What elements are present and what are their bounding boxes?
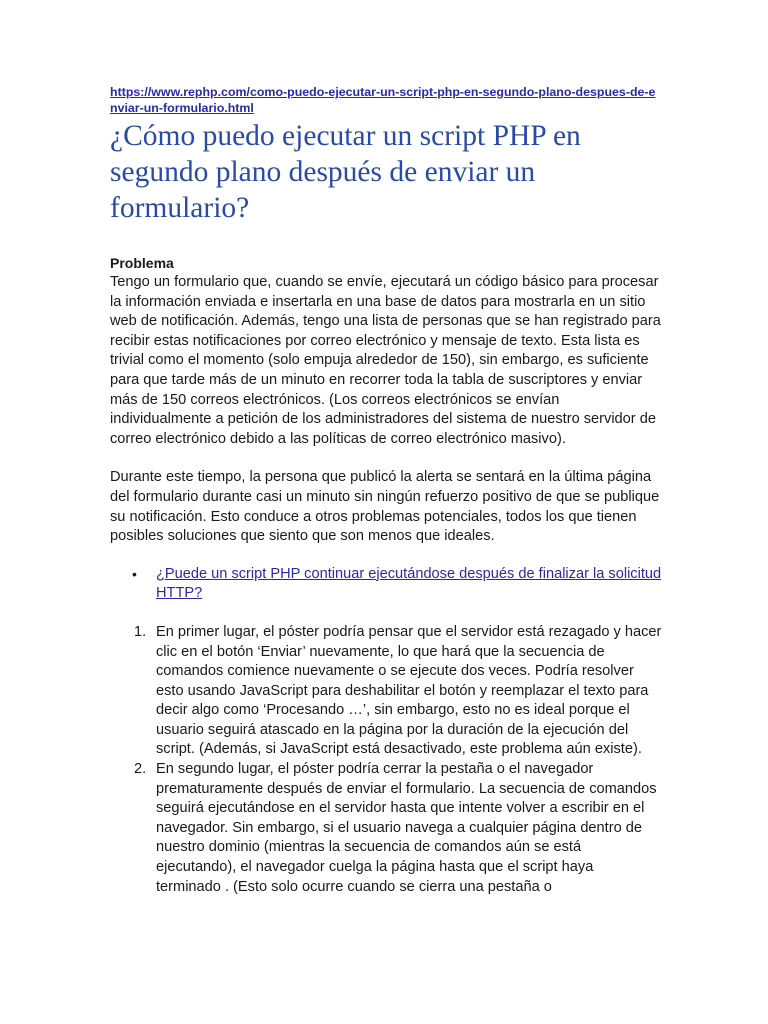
- list-item: [134, 623, 662, 760]
- related-links-list: [110, 565, 662, 604]
- paragraph-problem-description: Tengo un formulario que, cuando se envíe, ejecutará un código básico para procesar la información enviada e insertarla en una base de datos para mostrarla en un sitio web de notificación. Además, tengo una lista de personas que se han registrado para recibir estas notificaciones por correo electrónico y mensaje de texto. Esta lista es trivial como el momento (solo empuja alrededor de 150), sin embargo, es suficiente para que tarde más de un minuto en recorrer toda la tabla de suscriptores y enviar más de 150 correos electrónicos. (Los correos electrónicos se envían individualmente a petición de los administradores del sistema de nuestro servidor de correo electrónico debido a las políticas de correo electrónico masivo).: [110, 274, 661, 447]
- section-heading-problema: Problema: [110, 255, 174, 271]
- list-item: [132, 565, 662, 604]
- paragraph-waiting-time: Durante este tiempo, la persona que publicó la alerta se sentará en la última página del formulario durante casi un minuto sin ningún refuerzo positivo de que se publique su notificación. Esto conduce a otros problemas potenciales, todos los que tienen posibles soluciones que siento que son menos que ideales.: [110, 469, 660, 545]
- source-url-link[interactable]: https://www.rephp.com/como-puedo-ejecutar-un-script-php-en-segundo-plano-despues-de-enviar-un-formulario.html: [110, 85, 656, 115]
- bullet-icon: •: [132, 565, 137, 582]
- document-page: [110, 84, 662, 897]
- problems-numbered-list: [110, 623, 662, 897]
- list-item-number: 2.: [134, 761, 147, 778]
- page-title: ¿Cómo puedo ejecutar un script PHP en segundo plano después de enviar un formulario?: [110, 120, 581, 224]
- list-item-text: En segundo lugar, el póster podría cerrar la pestaña o el navegador prematuramente después de enviar el formulario. La secuencia de comandos seguirá ejecutándose en el servidor hasta que intente volver a escribir en el navegador. Sin embargo, si el usuario navega a cualquier página dentro de nuestro dominio (mientras la secuencia de comandos aún se está ejecutando), el navegador cuelga la página hasta que el script haya terminado . (Esto solo ocurre cuando se cierra una pestaña o: [156, 761, 657, 895]
- list-item: [134, 760, 662, 897]
- list-item-number: 1.: [134, 623, 147, 640]
- related-question-link[interactable]: ¿Puede un script PHP continuar ejecutándose después de finalizar la solicitud HTTP?: [156, 565, 662, 602]
- list-item-text: En primer lugar, el póster podría pensar que el servidor está rezagado y hacer clic en el botón ‘Enviar’ nuevamente, lo que hará que la secuencia de comandos comience nuevamente o se ejecute dos veces. Podría resolver esto usando JavaScript para deshabilitar el botón y reemplazar el texto para decir algo como ‘Procesando …’, sin embargo, esto no es ideal porque el usuario seguirá atascado en la página por la duración de la ejecución del script. (Además, si JavaScript está desactivado, este problema aún existe).: [156, 623, 662, 758]
